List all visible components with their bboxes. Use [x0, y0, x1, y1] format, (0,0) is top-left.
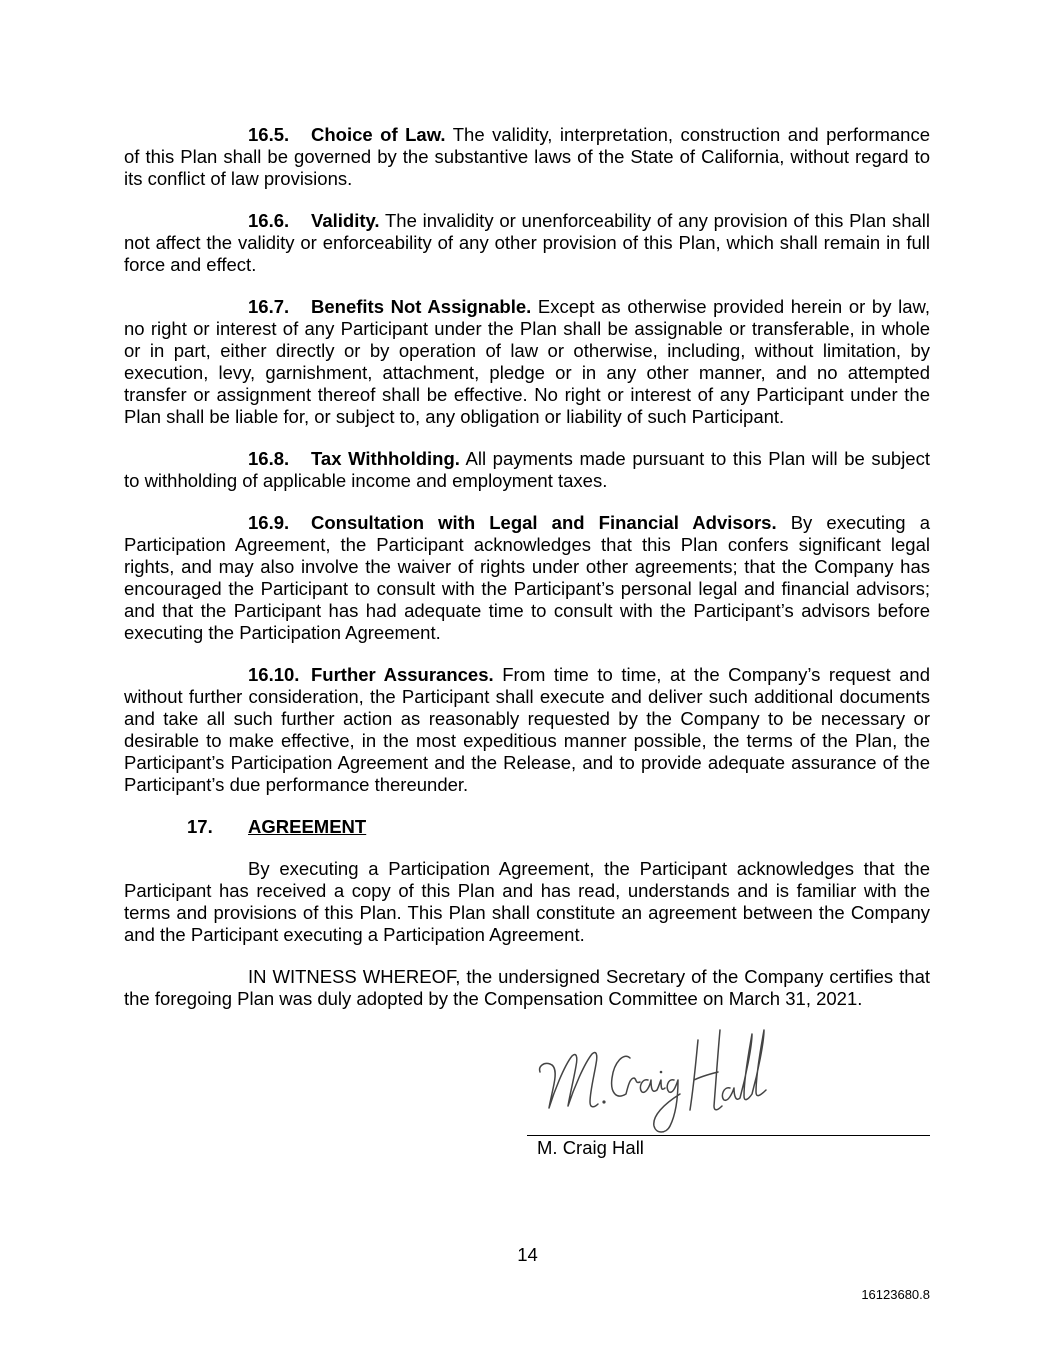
section-heading: Tax Withholding. [311, 448, 460, 469]
section-16-7 [124, 296, 930, 428]
section-heading: Choice of Law. [311, 124, 446, 145]
section-text: The validity, interpretation, construction and performance of this Plan shall be governed by the substantive laws of the State of California, without regard to its conflict of law provisions. [124, 124, 931, 189]
section-16-10 [124, 664, 930, 796]
section-text: All payments made pursuant to this Plan will be subject to withholding of applicable income and employment taxes. [124, 448, 930, 491]
section-number: 16.8. [248, 448, 290, 469]
section-heading: Validity. [311, 210, 380, 231]
signature-line [527, 1135, 930, 1136]
section-heading: Consultation with Legal and Financial Advisors. [311, 512, 777, 533]
document-body [124, 124, 930, 1030]
document-id: 16123680.8 [861, 1287, 930, 1302]
section-number: 16.6. [248, 210, 290, 231]
article-title: AGREEMENT [248, 816, 367, 837]
page-number: 14 [517, 1244, 538, 1265]
signature-stroke-hall [690, 1030, 766, 1110]
section-text: The invalidity or unenforceability of any provision of this Plan shall not affect the validity or enforceability of any other provision of this Plan, which shall remain in full force and effect. [124, 210, 931, 275]
witness-clause: IN WITNESS WHEREOF, the undersigned Secretary of the Company certifies that the foregoing Plan was duly adopted by the Compensation Committee on March 31, 2021. [124, 966, 930, 1009]
section-16-5 [124, 124, 930, 190]
signatory-name: M. Craig Hall [537, 1137, 644, 1158]
article-17-heading [124, 816, 930, 838]
section-text: Except as otherwise provided herein or by law, no right or interest of any Participant under the Plan shall be assignable or transferable, in whole or in part, either directly or by operation of law or otherwise, including, without limitation, by execution, levy, garnishment, attachment, pledge or in any other manner, and no attempted transfer or assignment thereof shall be effective. No right or interest of any Participant under the Plan shall be liable for, or subject to, any obligation or liability of such Participant. [124, 296, 930, 427]
signature-stroke-craig [612, 1056, 680, 1132]
section-text: By executing a Participation Agreement, the Participant acknowledges that this Plan confers significant legal rights, and may also involve the waiver of rights under other agreements; that the Company has encouraged the Participant to consult with the Participant’s personal legal and financial advisors; and that the Participant has had adequate time to consult with the Participant’s advisors before executing the Participation Agreement. [124, 512, 930, 643]
section-number: 16.10. [248, 664, 300, 685]
section-16-8 [124, 448, 930, 492]
article-number: 17. [187, 816, 213, 837]
section-number: 16.5. [248, 124, 290, 145]
section-text: From time to time, at the Company’s request and without further consideration, the Participant shall execute and deliver such additional documents and take all such further action as reasonably requested by the Company to be necessary or desirable to make effective, in the most expeditious manner possible, the terms of the Plan, the Participant’s Participation Agreement and the Release, and to provide adequate assurance of the Participant’s due performance thereunder. [124, 664, 931, 795]
section-number: 16.7. [248, 296, 290, 317]
section-16-9 [124, 512, 930, 644]
section-heading: Further Assurances. [311, 664, 494, 685]
section-heading: Benefits Not Assignable. [311, 296, 532, 317]
article-17-text: By executing a Participation Agreement, the Participant acknowledges that the Participant has received a copy of this Plan and has read, understands and is familiar with the terms and provisions of this Plan. This Plan shall constitute an agreement between the Company and the Participant executing a Participation Agreement. [124, 858, 930, 945]
signature [530, 1022, 770, 1140]
signature-stroke-m [540, 1052, 598, 1108]
section-16-6 [124, 210, 930, 276]
section-number: 16.9. [248, 512, 290, 533]
signature-dot [602, 1100, 605, 1103]
signature-i-dot [660, 1071, 663, 1074]
